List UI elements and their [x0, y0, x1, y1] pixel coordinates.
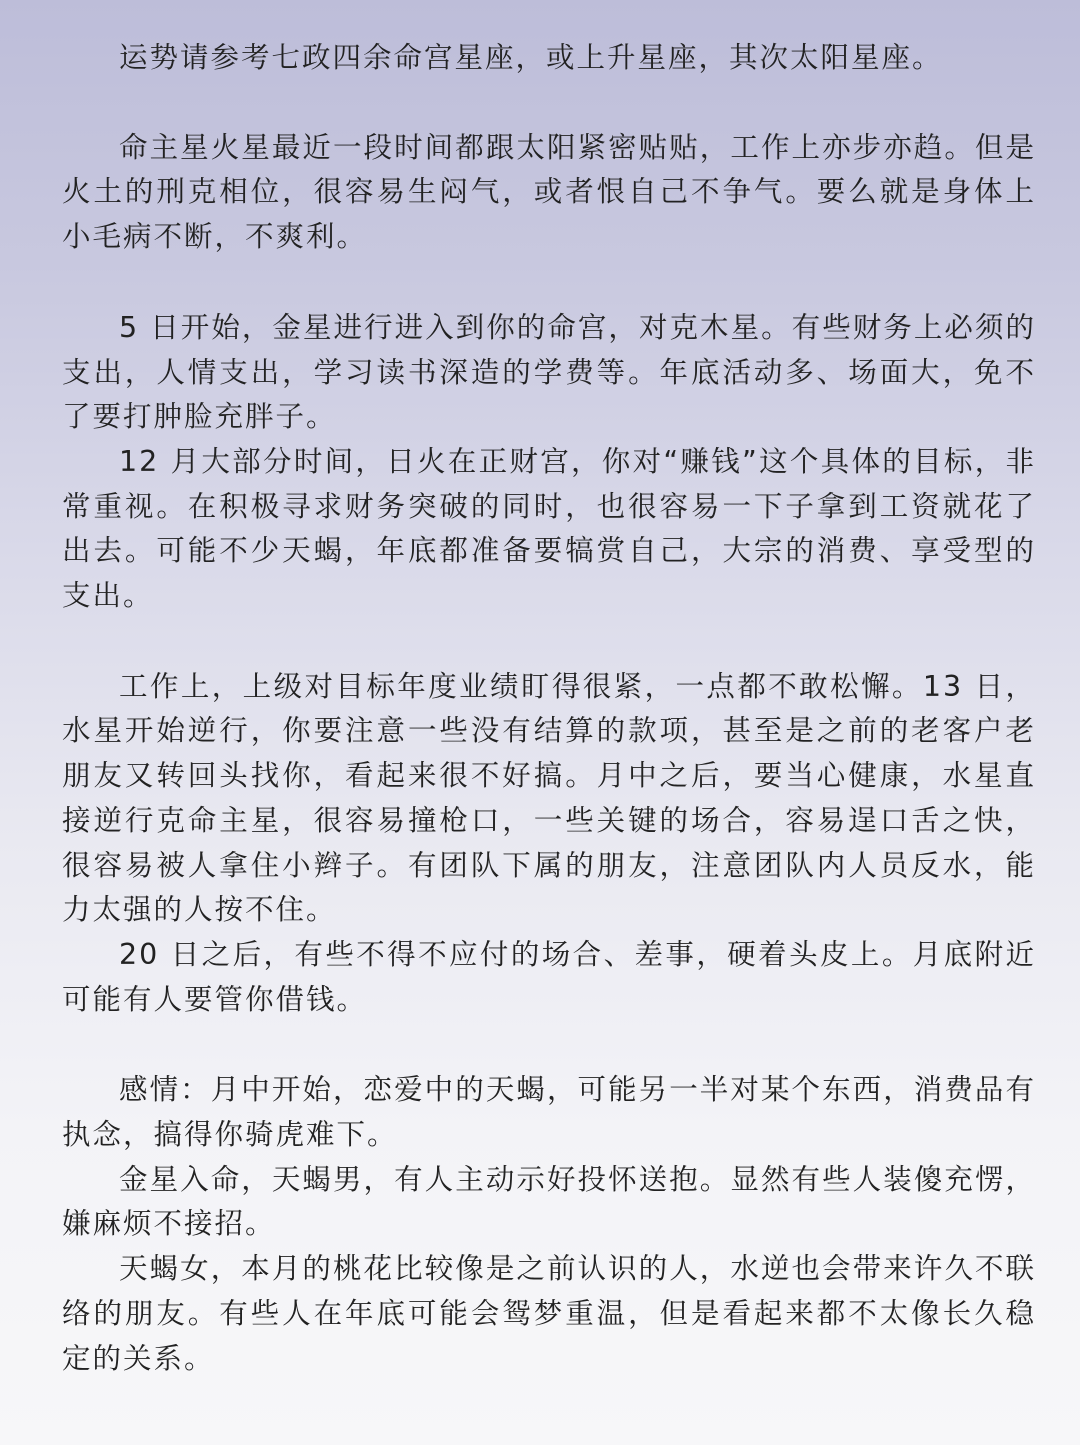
paragraph-venus-ascendant: 5 日开始，金星进行进入到你的命宫，对克木星。有些财务上必须的支出，人情支出，学习读书深造的学费等。年底活动多、场面大，免不了要打肿脸充胖子。 [62, 310, 1036, 434]
paragraph-scorpio-female: 天蝎女，本月的桃花比较像是之前认识的人，水逆也会带来许久不联络的朋友。有些人在年底可能会鸳梦重温，但是看起来都不太像长久稳定的关系。 [62, 1252, 1036, 1375]
paragraph-scorpio-male: 金星入命，天蝎男，有人主动示好投怀送抱。显然有些人装傻充愣，嫌麻烦不接招。 [62, 1162, 1036, 1241]
paragraph-intro: 运势请参考七政四余命宫星座，或上升星座，其次太阳星座。 [119, 41, 943, 74]
paragraph-finance: 12 月大部分时间，日火在正财宫，你对“赚钱”这个具体的目标，非常重视。在积极寻求财务突破的同时，也很容易一下子拿到工资就花了出去。可能不少天蝎，年底都准备要犒赏自己，大宗的消费、享受型的支出。 [62, 444, 1036, 613]
paragraph-ruling-planet: 命主星火星最近一段时间都跟太阳紧密贴贴，工作上亦步亦趋。但是火土的刑克相位，很容易生闷气，或者恨自己不争气。要么就是身体上小毛病不断，不爽利。 [62, 130, 1036, 254]
paragraph-late-month: 20 日之后，有些不得不应付的场合、差事，硬着头皮上。月底附近可能有人要管你借钱。 [62, 937, 1036, 1016]
paragraph-work: 工作上，上级对目标年度业绩盯得很紧，一点都不敢松懈。13 日，水星开始逆行，你要注意一些没有结算的款项，甚至是之前的老客户老朋友又转回头找你，看起来很不好搞。月中之后，要当心健康，水星直接逆行克命主星，很容易撞枪口，一些关键的场合，容易逞口舌之快，很容易被人拿住小辫子。有团队下属的朋友，注意团队内人员反水，能力太强的人按不住。 [62, 669, 1036, 927]
paragraph-love: 感情：月中开始，恋爱中的天蝎，可能另一半对某个东西，消费品有执念，搞得你骑虎难下。 [62, 1073, 1036, 1152]
